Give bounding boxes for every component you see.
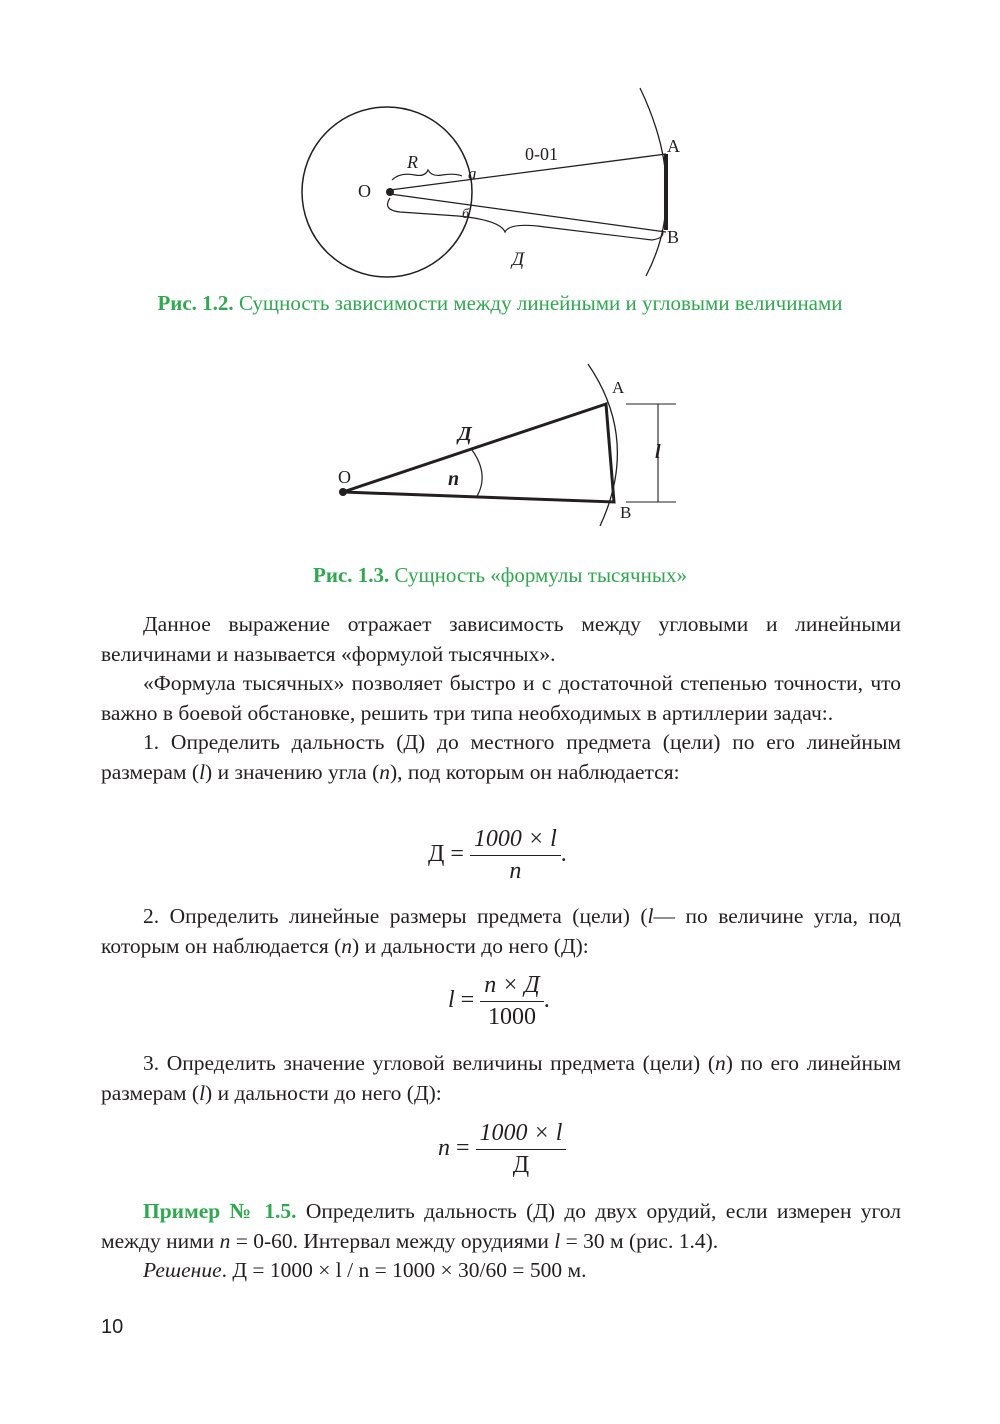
example-paragraph xyxy=(101,1197,901,1256)
f3-denominator: Д xyxy=(512,1152,530,1178)
f3-fraction xyxy=(476,1120,567,1179)
p3-part-c: ), под которым он наблюдается: xyxy=(389,759,680,784)
var-l: l xyxy=(554,1228,561,1253)
paragraph-4 xyxy=(101,902,901,961)
f2-numerator: n × Д xyxy=(480,972,543,1002)
p5-part-c: ) и дальности до него (Д): xyxy=(205,1080,442,1105)
p3-part-b: ) и значению угла ( xyxy=(205,759,380,784)
paragraph-3 xyxy=(101,728,901,787)
page-number: 10 xyxy=(101,1316,124,1338)
f2-eq: = xyxy=(460,987,475,1014)
p4-part-c: ) и дальности до него (Д): xyxy=(352,933,589,958)
f3-eq: = xyxy=(456,1135,470,1162)
label-o: O xyxy=(358,181,371,201)
p4-part-b: — по величине угла, под которым он наблюдается ( xyxy=(101,904,901,958)
example-l-eq: = 30 м (рис. 1.4). xyxy=(560,1228,719,1253)
caption-fig-1-3 xyxy=(0,563,1000,588)
text-block-1 xyxy=(101,610,901,788)
label-a-small: a xyxy=(468,164,477,183)
var-l: l xyxy=(199,1080,206,1105)
var-n: n xyxy=(341,933,353,958)
example-text-a: Определить дальность (Д) до двух орудий, если измерен угол между ними xyxy=(101,1199,901,1253)
label-r: R xyxy=(407,152,418,172)
text-block-4 xyxy=(101,1197,901,1286)
label-n: n xyxy=(448,468,460,490)
figure-1-3 xyxy=(330,360,690,530)
f1-denominator: n xyxy=(509,858,522,884)
label-b: B xyxy=(620,503,632,522)
solution-text: . Д = 1000 × l / n = 1000 × 30/60 = 500 м. xyxy=(221,1258,587,1283)
label-d: Д xyxy=(458,423,472,445)
p5-part-a: 3. Определить значение угловой величины предмета (цели) ( xyxy=(143,1051,715,1075)
label-b: B xyxy=(667,227,680,247)
paragraph-5 xyxy=(101,1049,901,1108)
caption-text: Сущность «формулы тысячных» xyxy=(394,563,687,587)
paragraph-2: «Формула тысячных» позволяет быстро и с достаточной степенью точности, что важно в боевой обстановке, решить три типа необходимых в артиллерии задач:. xyxy=(101,671,901,725)
example-n-eq: = 0-60. Интервал между орудиями xyxy=(230,1228,555,1253)
solution-paragraph xyxy=(101,1256,901,1286)
brace-d xyxy=(388,198,663,240)
f1-tail: . xyxy=(560,841,567,868)
solution-label: Решение xyxy=(143,1258,222,1283)
label-b-small: б xyxy=(462,207,470,222)
caption-number: Рис. 1.2. xyxy=(157,291,234,315)
label-a: A xyxy=(612,378,625,397)
label-o: O xyxy=(338,467,351,487)
arc-ab xyxy=(640,88,667,276)
text-block-3 xyxy=(101,1049,901,1108)
formula-2 xyxy=(448,972,550,1031)
formula-3 xyxy=(438,1120,566,1179)
var-n: n xyxy=(715,1051,726,1075)
text-block-2 xyxy=(101,902,901,961)
triangle-oab xyxy=(343,404,614,502)
p5-part-b: ) по его линейным размерам ( xyxy=(101,1051,901,1105)
p3-part-a: 1. Определить дальность (Д) до местного предмета (цели) по его линейным размерам ( xyxy=(101,730,901,784)
f3-numerator: 1000 × l xyxy=(476,1120,567,1150)
f2-tail: . xyxy=(543,987,550,1014)
brace-r xyxy=(392,170,462,180)
formula-1 xyxy=(428,826,567,885)
caption-text: Сущность зависимости между линейными и угловыми величинами xyxy=(238,291,843,315)
f2-fraction xyxy=(480,972,543,1031)
var-n: n xyxy=(219,1228,231,1253)
caption-fig-1-2 xyxy=(0,291,1000,316)
paragraph-1: Данное выражение отражает зависимость между угловыми и линейными величинами и называется «формулой тысячных». xyxy=(101,612,901,666)
label-range: 0-01 xyxy=(525,144,558,164)
label-d: Д xyxy=(512,249,525,270)
var-n: n xyxy=(379,759,390,784)
f1-lhs: Д xyxy=(428,841,445,868)
var-l: l xyxy=(647,904,654,928)
f2-denominator: 1000 xyxy=(487,1004,536,1030)
caption-number: Рис. 1.3. xyxy=(313,563,390,587)
angle-arc xyxy=(472,450,482,498)
f2-lhs: l xyxy=(448,987,455,1014)
label-a: A xyxy=(667,136,680,156)
var-l: l xyxy=(199,759,206,784)
line-ob xyxy=(390,194,666,232)
point-o xyxy=(386,188,394,196)
point-o xyxy=(339,488,347,496)
figure-1-2 xyxy=(290,80,720,280)
f1-eq: = xyxy=(450,841,464,868)
label-l: l xyxy=(655,441,661,463)
f3-lhs: n xyxy=(438,1135,450,1162)
f1-numerator: 1000 × l xyxy=(470,826,561,856)
example-label: Пример № 1.5. xyxy=(143,1199,297,1223)
p4-part-a: 2. Определить линейные размеры предмета (цели) ( xyxy=(143,904,648,928)
f1-fraction xyxy=(470,826,561,885)
